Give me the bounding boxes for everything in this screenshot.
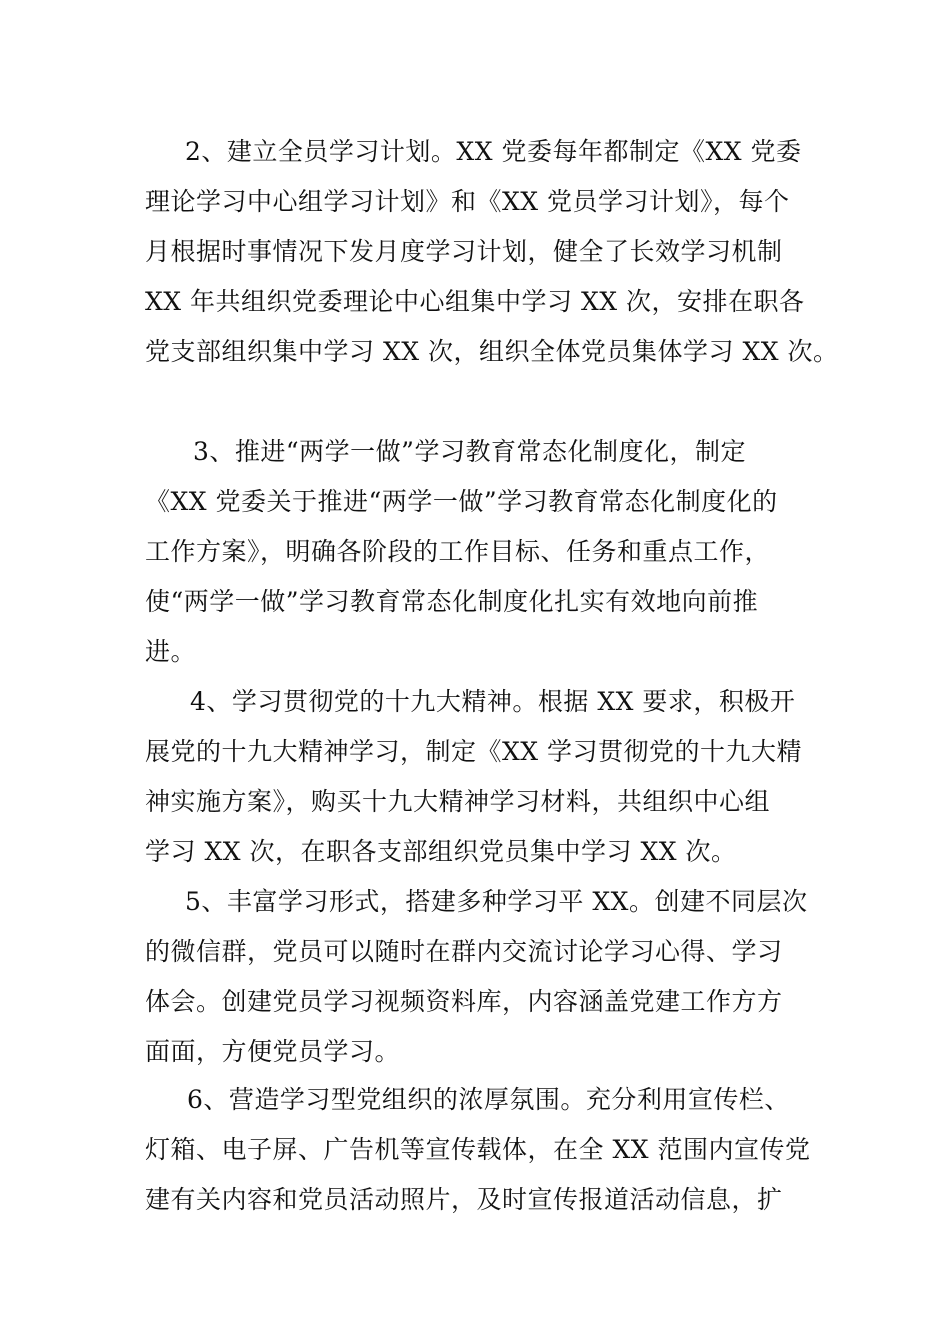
paragraph-line: 4、学习贯彻党的十九大精神。根据 XX 要求，积极开 xyxy=(190,687,796,716)
paragraph-line: 3、推进“两学一做”学习教育常态化制度化，制定 xyxy=(193,437,746,466)
paragraph-line: 的微信群，党员可以随时在群内交流讨论学习心得、学习 xyxy=(145,937,783,966)
paragraph-line: 《XX 党委关于推进“两学一做”学习教育常态化制度化的 xyxy=(145,487,778,516)
paragraph-line: 展党的十九大精神学习，制定《XX 学习贯彻党的十九大精 xyxy=(145,737,803,766)
paragraph-line: 党支部组织集中学习 XX 次，组织全体党员集体学习 XX 次。 xyxy=(145,337,839,366)
paragraph-line: 月根据时事情况下发月度学习计划，健全了长效学习机制 xyxy=(145,237,783,266)
paragraph-line: 灯箱、电子屏、广告机等宣传载体，在全 XX 范围内宣传党 xyxy=(145,1135,811,1164)
paragraph-line: 理论学习中心组学习计划》和《XX 党员学习计划》，每个 xyxy=(145,187,790,216)
paragraph-line: 工作方案》，明确各阶段的工作目标、任务和重点工作， xyxy=(145,537,771,566)
paragraph-line: 神实施方案》，购买十九大精神学习材料，共组织中心组 xyxy=(145,787,771,816)
paragraph-line: 6、营造学习型党组织的浓厚氛围。充分利用宣传栏、 xyxy=(187,1085,790,1114)
paragraph-line: 体会。创建党员学习视频资料库，内容涵盖党建工作方方 xyxy=(145,987,783,1016)
paragraph-line: XX 年共组织党委理论中心组集中学习 XX 次，安排在职各 xyxy=(145,287,805,316)
paragraph-line: 学习 XX 次，在职各支部组织党员集中学习 XX 次。 xyxy=(145,837,737,866)
paragraph-line: 建有关内容和党员活动照片，及时宣传报道活动信息，扩 xyxy=(145,1185,783,1214)
paragraph-line: 进。 xyxy=(145,637,197,666)
paragraph-line: 2、建立全员学习计划。XX 党委每年都制定《XX 党委 xyxy=(185,137,802,166)
paragraph-line: 面面，方便党员学习。 xyxy=(145,1037,401,1066)
paragraph-line: 使“两学一做”学习教育常态化制度化扎实有效地向前推 xyxy=(145,587,759,616)
paragraph-line: 5、丰富学习形式，搭建多种学习平 XX。创建不同层次 xyxy=(185,887,808,916)
